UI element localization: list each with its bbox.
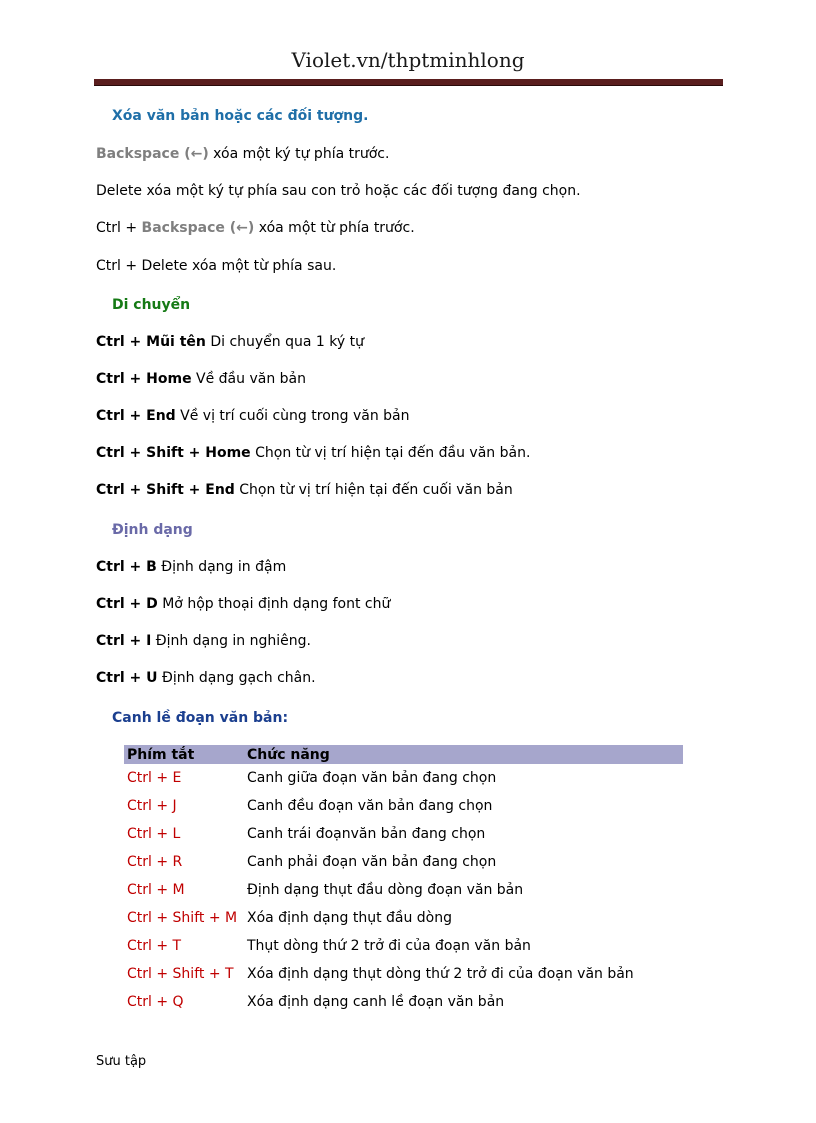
table-row bbox=[124, 848, 683, 876]
key-label: Ctrl + B bbox=[96, 559, 157, 575]
key-label: Ctrl + U bbox=[96, 670, 158, 686]
line-move-3 bbox=[96, 445, 530, 461]
key-label: Ctrl + End bbox=[96, 408, 176, 424]
heading-move: Di chuyển bbox=[112, 297, 191, 313]
line-ctrl-backspace bbox=[96, 220, 415, 236]
table-row bbox=[124, 764, 683, 792]
line-text: Định dạng in đậm bbox=[156, 559, 287, 575]
table-row bbox=[124, 960, 683, 988]
key-label: Ctrl + I bbox=[96, 633, 152, 649]
column-header-shortcut: Phím tắt bbox=[124, 745, 244, 764]
function-cell: Canh phải đoạn văn bản đang chọn bbox=[247, 854, 497, 870]
table-row bbox=[124, 876, 683, 904]
line-format-0 bbox=[96, 559, 286, 575]
line-text: Về đầu văn bản bbox=[191, 371, 306, 387]
key-label: Ctrl + Mũi tên bbox=[96, 334, 206, 350]
line-text: Mở hộp thoại định dạng font chữ bbox=[157, 596, 391, 612]
page-header-title: Violet.vn/thptminhlong bbox=[291, 48, 525, 72]
header-rule bbox=[94, 79, 723, 86]
line-format-3 bbox=[96, 670, 316, 686]
line-move-2 bbox=[96, 408, 410, 424]
shortcut-cell: Ctrl + Shift + M bbox=[127, 910, 238, 926]
shortcut-cell: Ctrl + L bbox=[127, 826, 181, 842]
line-move-1 bbox=[96, 371, 306, 387]
shortcut-cell: Ctrl + Q bbox=[127, 994, 184, 1010]
function-cell: Thụt dòng thứ 2 trở đi của đoạn văn bản bbox=[247, 938, 531, 954]
shortcut-cell: Ctrl + M bbox=[127, 882, 185, 898]
line-ctrl-delete bbox=[96, 258, 336, 274]
heading-format: Định dạng bbox=[112, 522, 193, 538]
key-label: Ctrl + D bbox=[96, 596, 158, 612]
function-cell: Xóa định dạng thụt đầu dòng bbox=[247, 910, 453, 926]
shortcut-table bbox=[124, 745, 683, 1016]
line-text: xóa một từ phía trước. bbox=[254, 220, 415, 236]
line-format-2 bbox=[96, 633, 311, 649]
shortcut-cell: Ctrl + T bbox=[127, 938, 182, 954]
shortcut-cell: Ctrl + R bbox=[127, 854, 183, 870]
line-delete bbox=[96, 183, 581, 199]
line-text: Về vị trí cuối cùng trong văn bản bbox=[175, 408, 410, 424]
shortcut-cell: Ctrl + Shift + T bbox=[127, 966, 234, 982]
line-backspace bbox=[96, 146, 389, 162]
function-cell: Xóa định dạng thụt dòng thứ 2 trở đi của đoạn văn bản bbox=[247, 966, 634, 982]
key-label: Ctrl + Home bbox=[96, 371, 192, 387]
column-header-function: Chức năng bbox=[244, 745, 683, 764]
line-text: Di chuyển qua 1 ký tự bbox=[205, 334, 364, 350]
line-text: Chọn từ vị trí hiện tại đến cuối văn bản bbox=[234, 482, 513, 498]
key-label: Ctrl + Shift + Home bbox=[96, 445, 251, 461]
line-text: Định dạng in nghiêng. bbox=[151, 633, 311, 649]
key-label: Ctrl + Shift + End bbox=[96, 482, 235, 498]
line-move-4 bbox=[96, 482, 513, 498]
line-text: Định dạng gạch chân. bbox=[157, 670, 316, 686]
key-label: Backspace (←) bbox=[141, 220, 255, 236]
key-label: Backspace (←) bbox=[96, 146, 209, 162]
heading-align: Canh lề đoạn văn bản: bbox=[112, 710, 289, 726]
table-row bbox=[124, 820, 683, 848]
table-row bbox=[124, 988, 683, 1016]
function-cell: Canh trái đoạnvăn bản đang chọn bbox=[247, 826, 486, 842]
line-move-0 bbox=[96, 334, 364, 350]
function-cell: Xóa định dạng canh lề đoạn văn bản bbox=[247, 994, 505, 1010]
line-text: Ctrl + Delete xóa một từ phía sau. bbox=[96, 258, 337, 274]
shortcut-cell: Ctrl + J bbox=[127, 798, 177, 814]
line-text: Chọn từ vị trí hiện tại đến đầu văn bản. bbox=[250, 445, 531, 461]
line-format-1 bbox=[96, 596, 390, 612]
function-cell: Định dạng thụt đầu dòng đoạn văn bản bbox=[247, 882, 524, 898]
table-row bbox=[124, 792, 683, 820]
heading-delete: Xóa văn bản hoặc các đối tượng. bbox=[112, 108, 369, 124]
table-row bbox=[124, 904, 683, 932]
table-row bbox=[124, 932, 683, 960]
shortcut-cell: Ctrl + E bbox=[127, 770, 182, 786]
function-cell: Canh đều đoạn văn bản đang chọn bbox=[247, 798, 493, 814]
table-header-row bbox=[124, 745, 683, 764]
footer-text: Sưu tập bbox=[96, 1054, 147, 1069]
function-cell: Canh giữa đoạn văn bản đang chọn bbox=[247, 770, 497, 786]
key-prefix: Ctrl + bbox=[96, 220, 142, 236]
line-text: Delete xóa một ký tự phía sau con trỏ hoặc các đối tượng đang chọn. bbox=[96, 183, 581, 199]
line-text: xóa một ký tự phía trước. bbox=[208, 146, 390, 162]
